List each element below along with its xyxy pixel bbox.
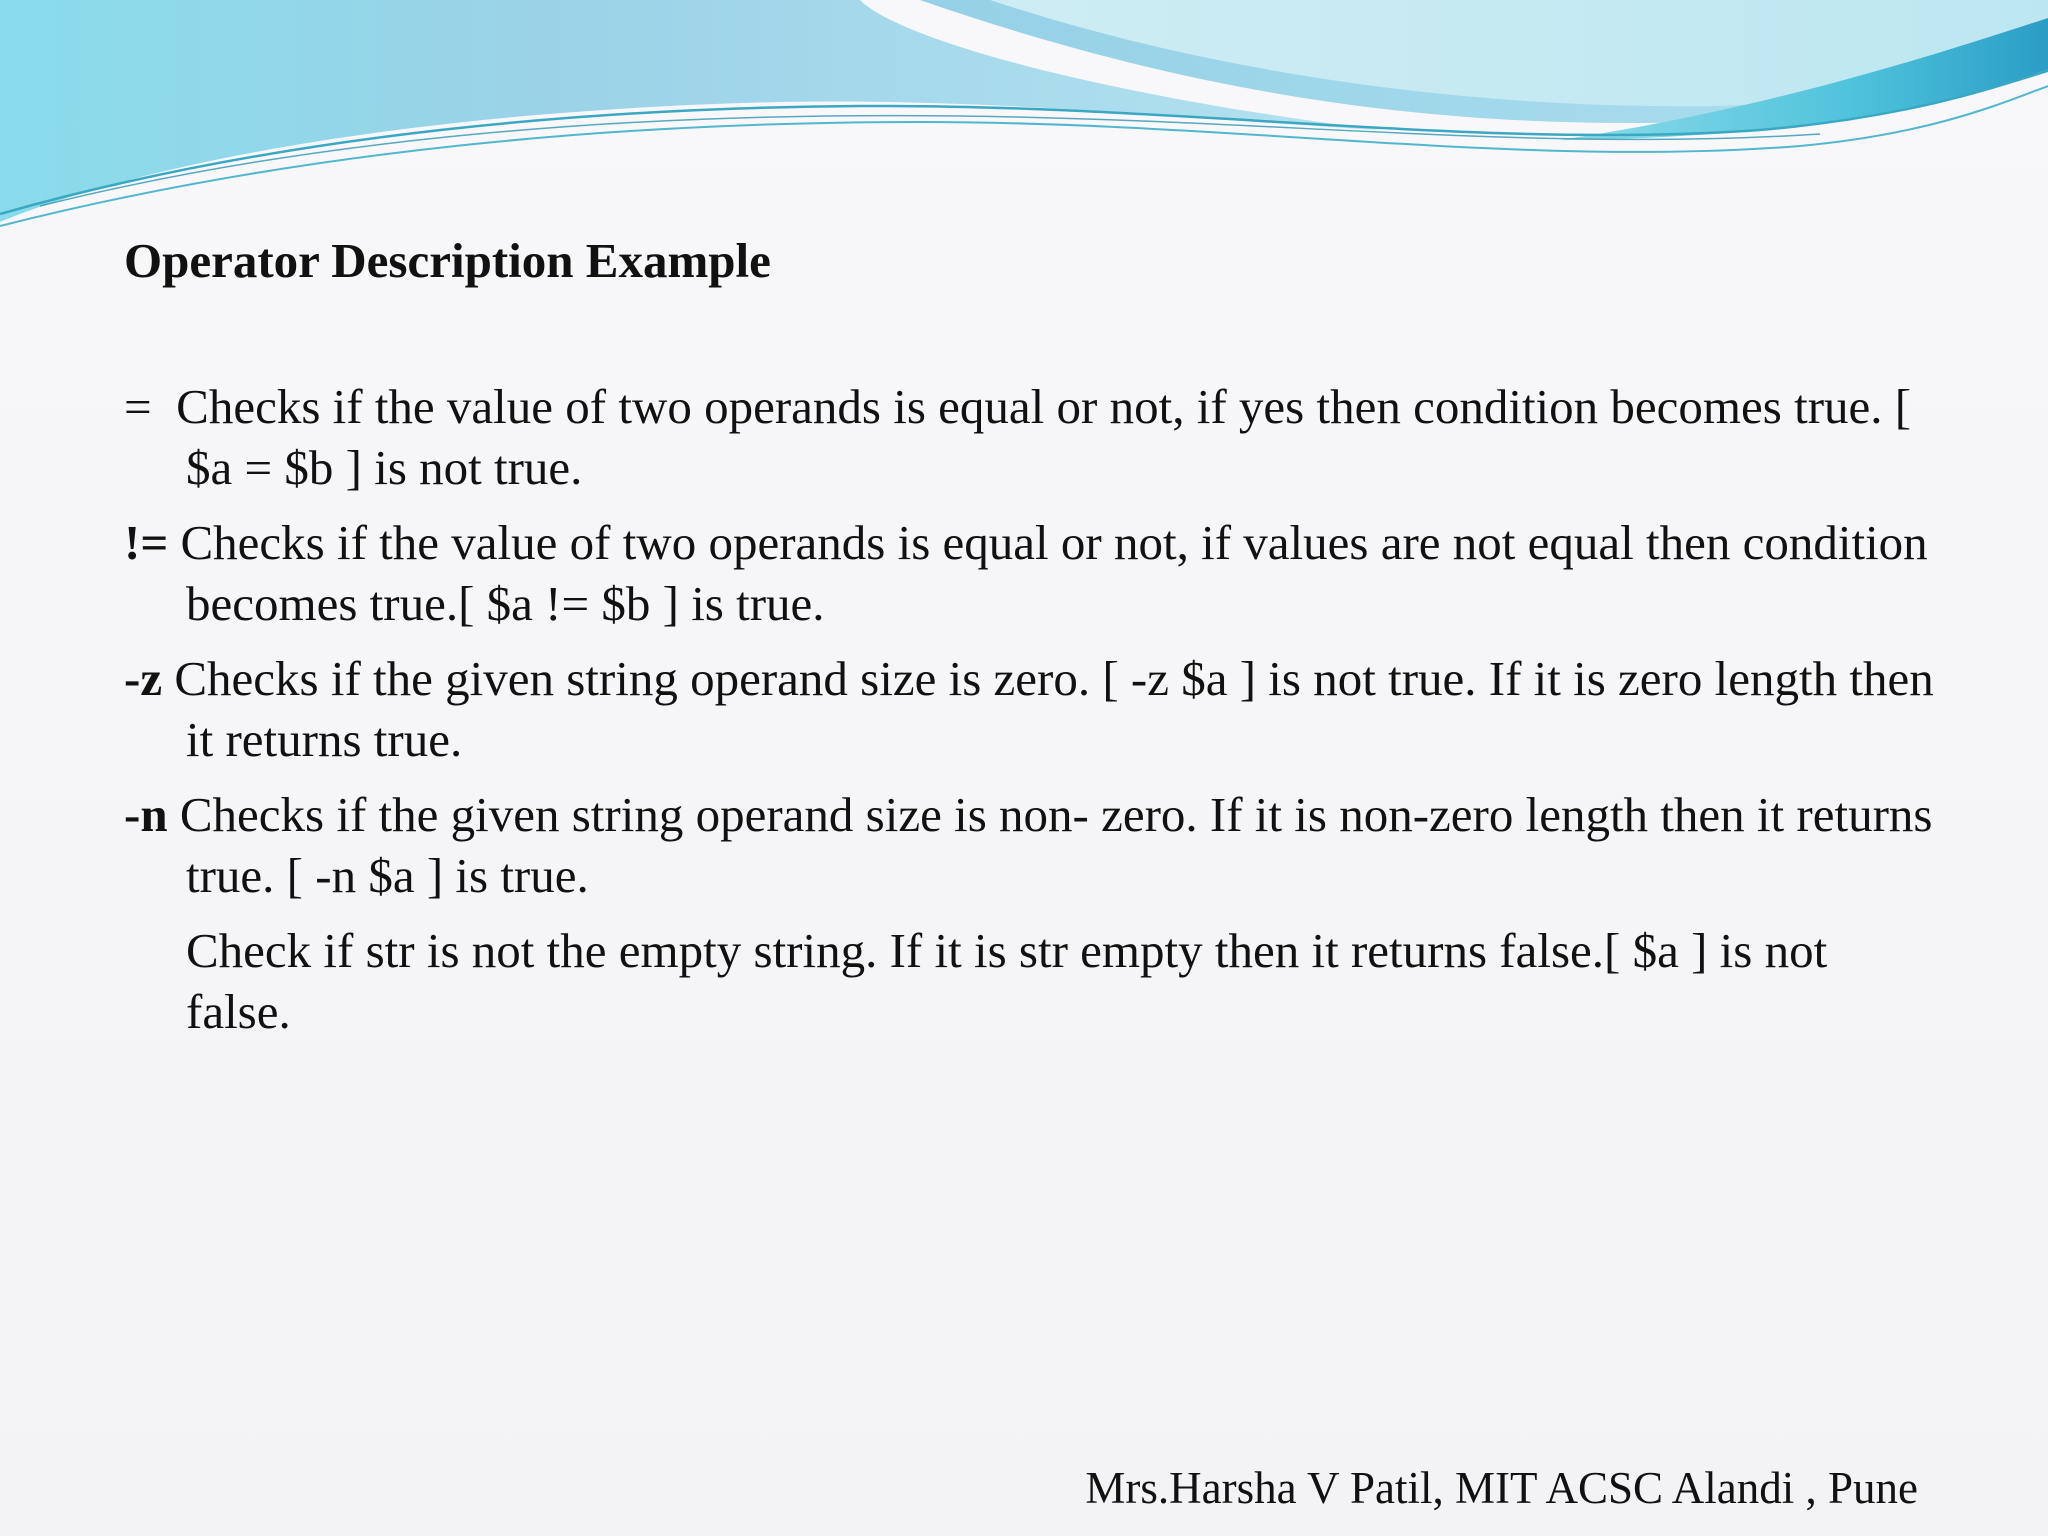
- operator-item-equal: [124, 376, 1944, 498]
- operator-symbol: !=: [124, 515, 169, 570]
- empty-string-note: Check if str is not the empty string. If it is str empty then it returns false.[ $a ] is not false.: [186, 923, 1828, 1039]
- wave-banner-decoration: [0, 0, 2048, 240]
- operator-separator: [162, 651, 174, 706]
- operator-list: [124, 376, 1944, 1042]
- operator-description: Checks if the value of two operands is equal or not, if values are not equal then condition becomes true.[ $a != $b ] is true.: [180, 515, 1928, 631]
- slide-heading: Operator Description Example: [124, 233, 771, 288]
- operator-separator: [168, 787, 180, 842]
- operator-symbol: =: [124, 379, 152, 434]
- operator-separator: [168, 515, 180, 570]
- operator-item-not-equal: [124, 512, 1944, 634]
- slide-footer-author: Mrs.Harsha V Patil, MIT ACSC Alandi , Pune: [1085, 1463, 1918, 1513]
- operator-description: Checks if the value of two operands is equal or not, if yes then condition becomes true. [ $a = $b ] is not true.: [176, 379, 1912, 495]
- operator-symbol: -z: [124, 651, 163, 706]
- operator-item-n: [124, 784, 1944, 906]
- operator-separator: [152, 379, 177, 434]
- operator-description: Checks if the given string operand size is zero. [ -z $a ] is not true. If it is zero length then it returns true.: [174, 651, 1934, 767]
- operator-description: Checks if the given string operand size is non- zero. If it is non-zero length then it returns true. [ -n $a ] is true.: [179, 787, 1933, 903]
- operator-symbol: -n: [124, 787, 168, 842]
- operator-item-z: [124, 648, 1944, 770]
